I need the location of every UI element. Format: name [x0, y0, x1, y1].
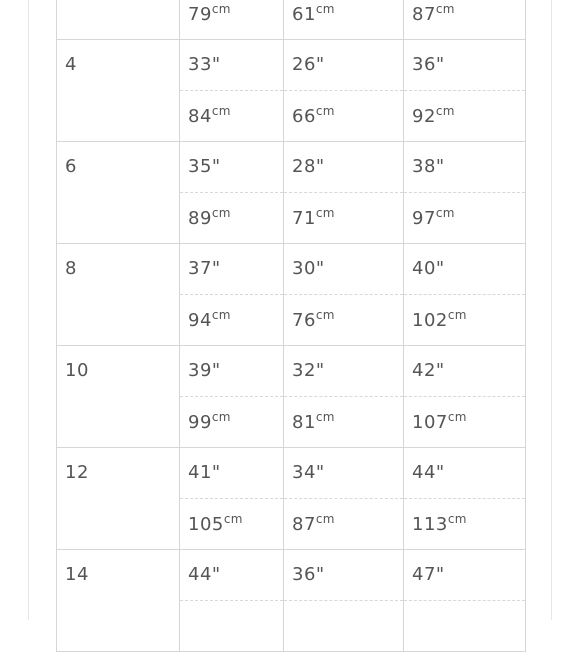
size-label: 6: [57, 141, 180, 243]
unit-label: cm: [211, 104, 231, 118]
bust-inches: 39": [180, 345, 284, 396]
size-label: 4: [57, 39, 180, 141]
hip-inches: 47": [404, 549, 526, 600]
unit-label: cm: [435, 206, 455, 220]
measurement-value: 61: [292, 3, 316, 25]
measurement-value: 89: [188, 208, 212, 229]
unit-label: cm: [211, 1, 231, 16]
hip-inches: 36": [404, 39, 526, 90]
waist-centimeters: [284, 90, 404, 141]
hip-inches: 44": [404, 447, 526, 498]
size-row-inches: [57, 39, 526, 90]
unit-label: cm: [447, 410, 467, 424]
hip-centimeters: [404, 498, 526, 549]
unit-label: cm: [315, 512, 335, 526]
unit-label: cm: [315, 1, 335, 16]
measurement-value: 76: [292, 310, 316, 331]
size-chart-table: [56, 0, 526, 652]
measurement-value: 107: [412, 412, 448, 433]
hip-centimeters: [404, 192, 526, 243]
size-label: 8: [57, 243, 180, 345]
hip-inches: 38": [404, 141, 526, 192]
measurement-value: 99: [188, 412, 212, 433]
waist-centimeters: [284, 600, 404, 651]
size-row-inches: [57, 141, 526, 192]
size-row-inches: [57, 345, 526, 396]
measurement-value: 66: [292, 106, 316, 127]
size-row-inches: [57, 549, 526, 600]
unit-label: cm: [223, 512, 243, 526]
measurement-value: 97: [412, 208, 436, 229]
measurement-value: 79: [188, 3, 212, 25]
hip-inches: 40": [404, 243, 526, 294]
unit-label: cm: [447, 308, 467, 322]
unit-label: cm: [435, 1, 455, 16]
measurement-value: 113: [412, 514, 448, 535]
unit-label: cm: [211, 206, 231, 220]
bust-centimeters: [180, 0, 284, 39]
unit-label: cm: [447, 512, 467, 526]
measurement-value: 92: [412, 106, 436, 127]
size-label: [57, 0, 180, 39]
hip-inches: 42": [404, 345, 526, 396]
unit-label: cm: [315, 410, 335, 424]
bust-centimeters: [180, 90, 284, 141]
bust-centimeters: [180, 294, 284, 345]
measurement-value: 87: [412, 3, 436, 25]
bust-centimeters: [180, 498, 284, 549]
measurement-value: 105: [188, 514, 224, 535]
hip-centimeters: [404, 0, 526, 39]
bust-inches: 44": [180, 549, 284, 600]
bust-inches: 35": [180, 141, 284, 192]
hip-centimeters: [404, 90, 526, 141]
bust-inches: 33": [180, 39, 284, 90]
waist-centimeters: [284, 294, 404, 345]
waist-inches: 26": [284, 39, 404, 90]
unit-label: cm: [315, 104, 335, 118]
unit-label: cm: [435, 104, 455, 118]
size-chart-body: [57, 0, 526, 651]
bust-inches: 41": [180, 447, 284, 498]
waist-inches: 32": [284, 345, 404, 396]
size-label: 10: [57, 345, 180, 447]
bust-inches: 37": [180, 243, 284, 294]
size-row-inches: [57, 447, 526, 498]
waist-centimeters: [284, 192, 404, 243]
unit-label: cm: [315, 308, 335, 322]
measurement-value: 87: [292, 514, 316, 535]
bust-centimeters: [180, 396, 284, 447]
waist-inches: 36": [284, 549, 404, 600]
hip-centimeters: [404, 396, 526, 447]
waist-inches: 34": [284, 447, 404, 498]
measurement-value: 81: [292, 412, 316, 433]
waist-centimeters: [284, 498, 404, 549]
bust-centimeters: [180, 192, 284, 243]
waist-centimeters: [284, 0, 404, 39]
hip-centimeters: [404, 294, 526, 345]
measurement-value: 102: [412, 310, 448, 331]
waist-centimeters: [284, 396, 404, 447]
hip-centimeters: [404, 600, 526, 651]
unit-label: cm: [211, 410, 231, 424]
measurement-value: 71: [292, 208, 316, 229]
unit-label: cm: [315, 206, 335, 220]
size-label: 12: [57, 447, 180, 549]
measurement-value: 94: [188, 310, 212, 331]
size-row-inches: [57, 243, 526, 294]
size-row-centimeters: [57, 0, 526, 39]
waist-inches: 28": [284, 141, 404, 192]
size-label: 14: [57, 549, 180, 651]
bust-centimeters: [180, 600, 284, 651]
unit-label: cm: [211, 308, 231, 322]
measurement-value: 84: [188, 106, 212, 127]
waist-inches: 30": [284, 243, 404, 294]
